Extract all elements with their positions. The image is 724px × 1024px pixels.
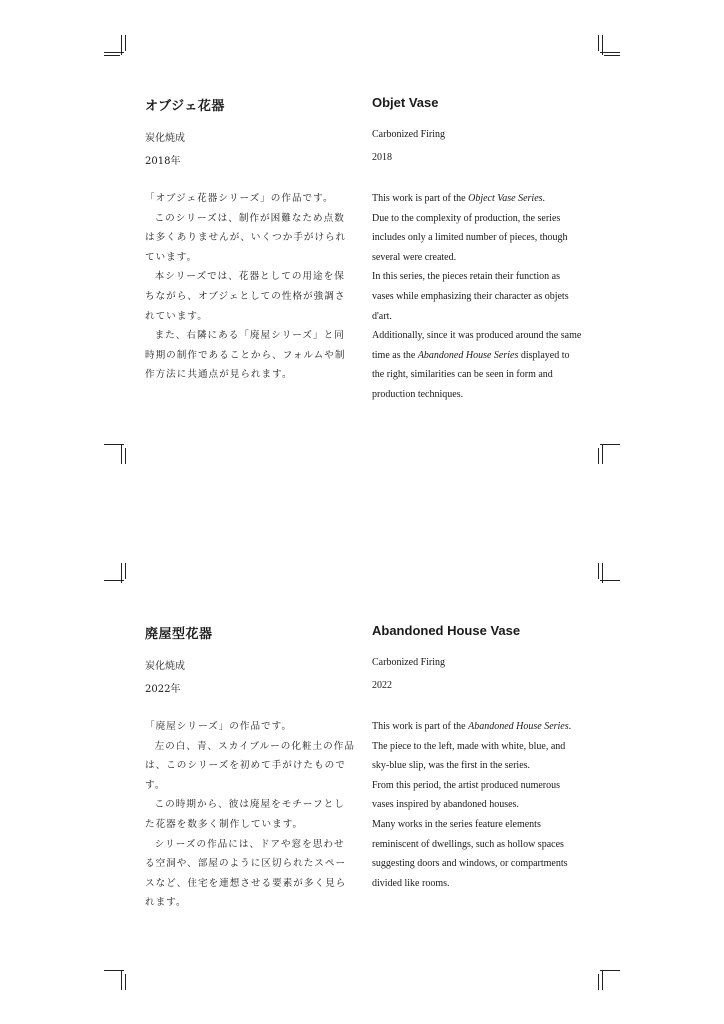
- crop-mark-mid-lower-left: [104, 563, 124, 583]
- paragraph-en: From this period, the artist produced numerous vases inspired by abandoned houses.: [372, 779, 561, 811]
- paragraph-en: The piece to the left, made with white, blue, and sky-blue slip, was the first in the series.: [372, 740, 566, 772]
- series-name: Object Vase Series: [468, 193, 543, 204]
- work-title-jp: 廃屋型花器: [145, 627, 213, 642]
- paragraph-en: Due to the complexity of production, the series includes only a limited number of pieces, though several were created.: [372, 212, 568, 263]
- paragraph-en: In this series, the pieces retain their function as vases while emphasizing their character as objets d'art.: [372, 271, 569, 322]
- paragraph-jp: また、右隣にある「廃屋シリーズ」と同時期の制作であることから、フォルムや制作方法に共通点が見られます。: [145, 330, 346, 381]
- year-jp: 2022年: [145, 684, 181, 695]
- work-title-en: Abandoned House Vase: [372, 623, 521, 638]
- year-en: 2018: [372, 152, 392, 163]
- crop-mark-top-right: [598, 35, 618, 55]
- paragraph-en: Many works in the series feature elements reminiscent of dwellings, such as hollow spaces suggesting doors and windows, or compartments divided like rooms.: [372, 818, 568, 889]
- paragraph-jp: 「オブジェ花器シリーズ」の作品です。: [145, 193, 334, 204]
- series-name: Abandoned House Series: [468, 721, 569, 732]
- series-name: Abandoned House Series: [417, 349, 519, 361]
- paragraph-en: This work is part of the Object Vase Series.: [372, 193, 546, 204]
- paragraph-jp: 本シリーズでは、花器としての用途を保ちながら、オブジェとしての性格が強調されています。: [145, 271, 346, 322]
- description-jp: [145, 717, 355, 913]
- crop-mark-mid-lower-right: [598, 563, 618, 583]
- crop-mark-mid-upper-left: [104, 442, 124, 462]
- technique-jp: 炭化焼成: [145, 661, 185, 672]
- paragraph-jp: このシリーズは、制作が困難なため点数は多くありませんが、いくつか手がけられています。: [145, 212, 347, 263]
- paragraph-en: Additionally, since it was produced around the same time as the Abandoned House Series displayed to the right, similarities can be seen in form and production techniques.: [372, 330, 582, 400]
- description-jp: [145, 189, 355, 385]
- technique-en: Carbonized Firing: [372, 129, 446, 140]
- paragraph-en: This work is part of the Abandoned House Series.: [372, 721, 572, 732]
- paragraph-jp: 「廃屋シリーズ」の作品です。: [145, 721, 293, 732]
- year-jp: 2018年: [145, 156, 181, 167]
- paragraph-jp: シリーズの作品には、ドアや窓を思わせる空洞や、部屋のように区切られたスペースなど、住宅を連想させる要素が多く見られます。: [145, 838, 347, 909]
- technique-jp: 炭化焼成: [145, 133, 185, 144]
- description-en: [372, 717, 582, 893]
- crop-mark-bottom-right: [598, 968, 618, 988]
- technique-en: Carbonized Firing: [372, 657, 446, 668]
- work-title-jp: オブジェ花器: [145, 99, 225, 114]
- description-en: [372, 189, 582, 405]
- work-title-en: Objet Vase: [372, 95, 439, 110]
- crop-mark-top-left: [104, 35, 124, 55]
- crop-mark-bottom-left: [104, 968, 124, 988]
- paragraph-jp: この時期から、彼は廃屋をモチーフとした花器を数多く制作しています。: [145, 799, 345, 830]
- crop-mark-mid-upper-right: [598, 442, 618, 462]
- year-en: 2022: [372, 680, 392, 691]
- paragraph-jp: 左の白、青、スカイブルーの化粧土の作品は、このシリーズを初めて手がけたものです。: [145, 740, 355, 791]
